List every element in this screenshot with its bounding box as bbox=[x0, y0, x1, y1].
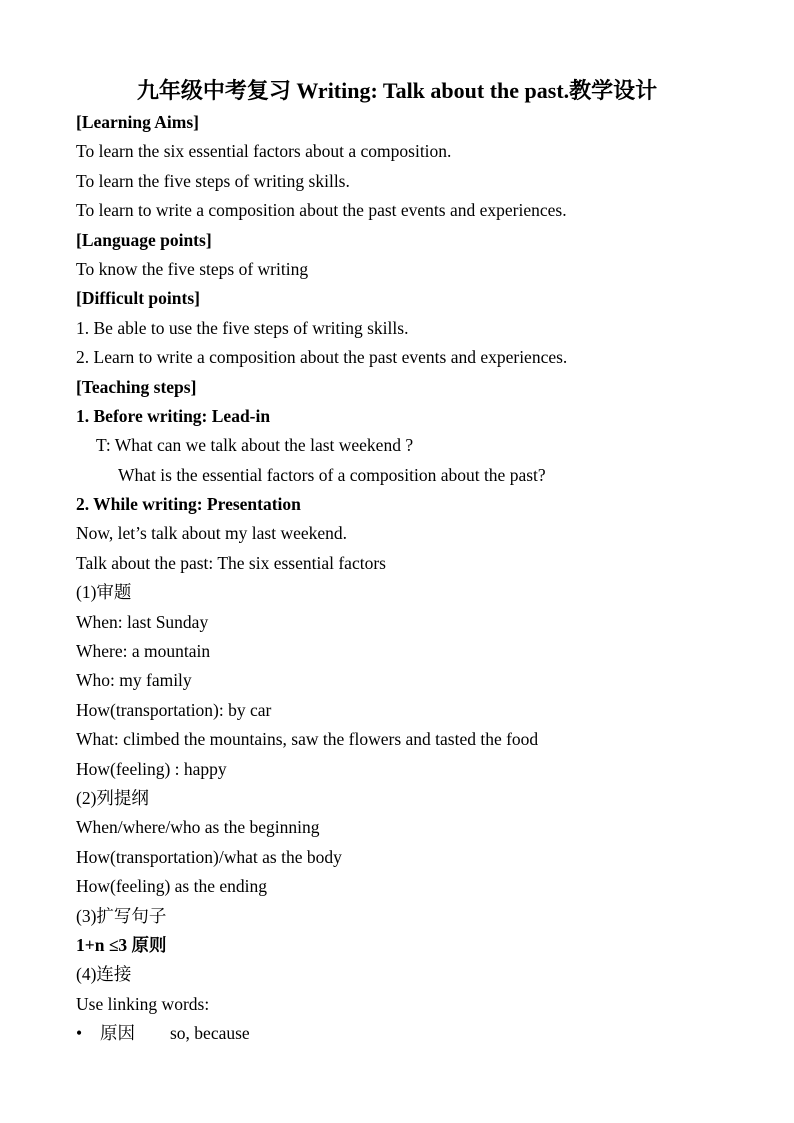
text-line: How(feeling) as the ending bbox=[76, 876, 267, 897]
text-line: 1. Be able to use the five steps of writing skills. bbox=[76, 317, 409, 338]
text-line: How(transportation): by car bbox=[76, 699, 272, 720]
section-heading: [Difficult points] bbox=[76, 288, 200, 309]
text-line: (1)审题 bbox=[76, 582, 132, 603]
text-line: To learn the six essential factors about a composition. bbox=[76, 141, 452, 162]
text-line: (4)连接 bbox=[76, 964, 132, 985]
text-line: How(transportation)/what as the body bbox=[76, 846, 342, 867]
text-line: Now, let’s talk about my last weekend. bbox=[76, 523, 348, 544]
text-line: How(feeling) : happy bbox=[76, 758, 227, 779]
text-line: To know the five steps of writing bbox=[76, 258, 309, 279]
text-line: To learn the five steps of writing skills. bbox=[76, 170, 350, 191]
document-title: 九年级中考复习 Writing: Talk about the past.教学设计 bbox=[136, 78, 658, 103]
section-heading: 2. While writing: Presentation bbox=[76, 494, 301, 515]
section-heading: [Language points] bbox=[76, 229, 212, 250]
text-line: What is the essential factors of a composition about the past? bbox=[118, 464, 546, 485]
bullet-item bbox=[76, 1019, 756, 1048]
text-line: To learn to write a composition about the past events and experiences. bbox=[76, 200, 567, 221]
text-line: Where: a mountain bbox=[76, 641, 211, 662]
text-line: When/where/who as the beginning bbox=[76, 817, 320, 838]
section-heading: 1+n ≤3 原则 bbox=[76, 934, 167, 955]
text-line: What: climbed the mountains, saw the flowers and tasted the food bbox=[76, 729, 539, 750]
text-line: Use linking words: bbox=[76, 993, 210, 1014]
bullet-label: 原因 bbox=[100, 1023, 135, 1044]
text-line: When: last Sunday bbox=[76, 611, 209, 632]
text-line: Who: my family bbox=[76, 670, 192, 691]
text-line: (3)扩写句子 bbox=[76, 905, 167, 926]
document-body bbox=[76, 108, 756, 1049]
section-heading: [Teaching steps] bbox=[76, 376, 197, 397]
text-line: Talk about the past: The six essential factors bbox=[76, 552, 386, 573]
text-line: T: What can we talk about the last weekend ? bbox=[96, 435, 414, 456]
bullet-icon: • bbox=[76, 1023, 83, 1044]
section-heading: [Learning Aims] bbox=[76, 112, 199, 132]
text-line: (2)列提纲 bbox=[76, 787, 149, 808]
bullet-text: so, because bbox=[170, 1023, 250, 1044]
section-heading: 1. Before writing: Lead-in bbox=[76, 405, 271, 426]
text-line: 2. Learn to write a composition about the past events and experiences. bbox=[76, 347, 568, 368]
